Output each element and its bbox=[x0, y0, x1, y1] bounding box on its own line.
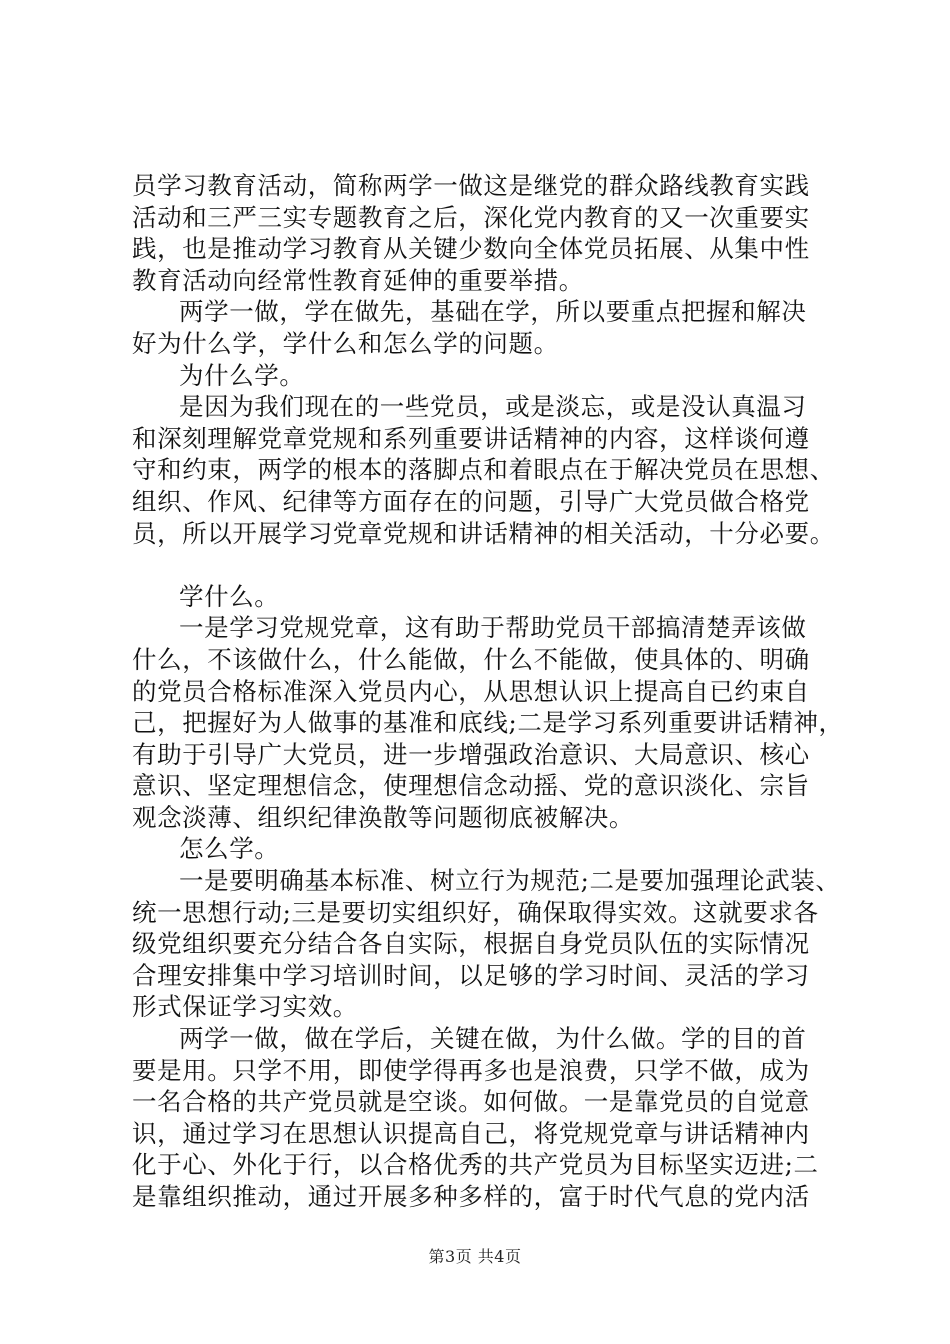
text-line: 组织、作风、纪律等方面存在的问题，引导广大党员做合格党 bbox=[132, 486, 810, 516]
text-line: 一名合格的共产党员就是空谈。如何做。一是靠党员的自觉意 bbox=[132, 1087, 810, 1117]
text-line: 和深刻理解党章党规和系列重要讲话精神的内容，这样谈何遵 bbox=[132, 423, 810, 453]
text-line: 践，也是推动学习教育从关键少数向全体党员拓展、从集中性 bbox=[132, 234, 810, 264]
text-line: 意识、坚定理想信念，使理想信念动摇、党的意识淡化、宗旨 bbox=[132, 771, 810, 801]
text-line: 的党员合格标准深入党员内心，从思想认识上提高自已约束自 bbox=[132, 676, 810, 706]
text-line: 学什么。 bbox=[179, 581, 280, 611]
text-line: 一是要明确基本标准、树立行为规范;二是要加强理论武装、 bbox=[179, 866, 841, 896]
text-line: 统一思想行动;三是要切实组织好，确保取得实效。这就要求各 bbox=[132, 897, 819, 927]
text-line: 什么，不该做什么，什么能做，什么不能做，使具体的、明确 bbox=[132, 644, 810, 674]
text-line: 观念淡薄、组织纪律涣散等问题彻底被解决。 bbox=[132, 802, 634, 832]
text-line: 好为什么学，学什么和怎么学的问题。 bbox=[132, 328, 559, 358]
text-line: 一是学习党规党章，这有助于帮助党员干部搞清楚弄该做 bbox=[179, 613, 807, 643]
text-line: 识，通过学习在思想认识提高自己，将党规党章与讲话精神内 bbox=[132, 1118, 810, 1148]
text-line: 形式保证学习实效。 bbox=[132, 992, 358, 1022]
text-line: 两学一做，做在学后，关键在做，为什么做。学的目的首 bbox=[179, 1024, 807, 1054]
text-line: 是因为我们现在的一些党员，或是淡忘，或是没认真温习 bbox=[179, 392, 807, 422]
text-line: 两学一做，学在做先，基础在学，所以要重点把握和解决 bbox=[179, 297, 807, 327]
text-line: 活动和三严三实专题教育之后，深化党内教育的又一次重要实 bbox=[132, 202, 810, 232]
text-line: 有助于引导广大党员，进一步增强政治意识、大局意识、核心 bbox=[132, 739, 810, 769]
text-line: 化于心、外化于行，以合格优秀的共产党员为目标坚实迈进;二 bbox=[132, 1150, 819, 1180]
text-line bbox=[132, 549, 832, 581]
text-line: 为什么学。 bbox=[179, 360, 305, 390]
text-line: 怎么学。 bbox=[179, 834, 280, 864]
text-line: 教育活动向经常性教育延伸的重要举措。 bbox=[132, 265, 584, 295]
text-line: 己，把握好为人做事的基准和底线;二是学习系列重要讲话精神， bbox=[132, 708, 844, 738]
text-line: 要是用。只学不用，即使学得再多也是浪费，只学不做，成为 bbox=[132, 1055, 810, 1085]
text-line: 级党组织要充分结合各自实际，根据自身党员队伍的实际情况 bbox=[132, 929, 810, 959]
text-line: 合理安排集中学习培训时间，以足够的学习时间、灵活的学习 bbox=[132, 960, 810, 990]
page-footer: 第3页 共4页 bbox=[428, 1247, 522, 1266]
text-line: 员学习教育活动，简称两学一做这是继党的群众路线教育实践 bbox=[132, 171, 810, 200]
text-line: 员，所以开展学习党章党规和讲话精神的相关活动，十分必要。 bbox=[132, 518, 835, 548]
text-line: 是靠组织推动，通过开展多种多样的，富于时代气息的党内活 bbox=[132, 1182, 810, 1211]
document-body bbox=[132, 170, 844, 1213]
text-line: 守和约束，两学的根本的落脚点和着眼点在于解决党员在思想、 bbox=[132, 455, 835, 485]
